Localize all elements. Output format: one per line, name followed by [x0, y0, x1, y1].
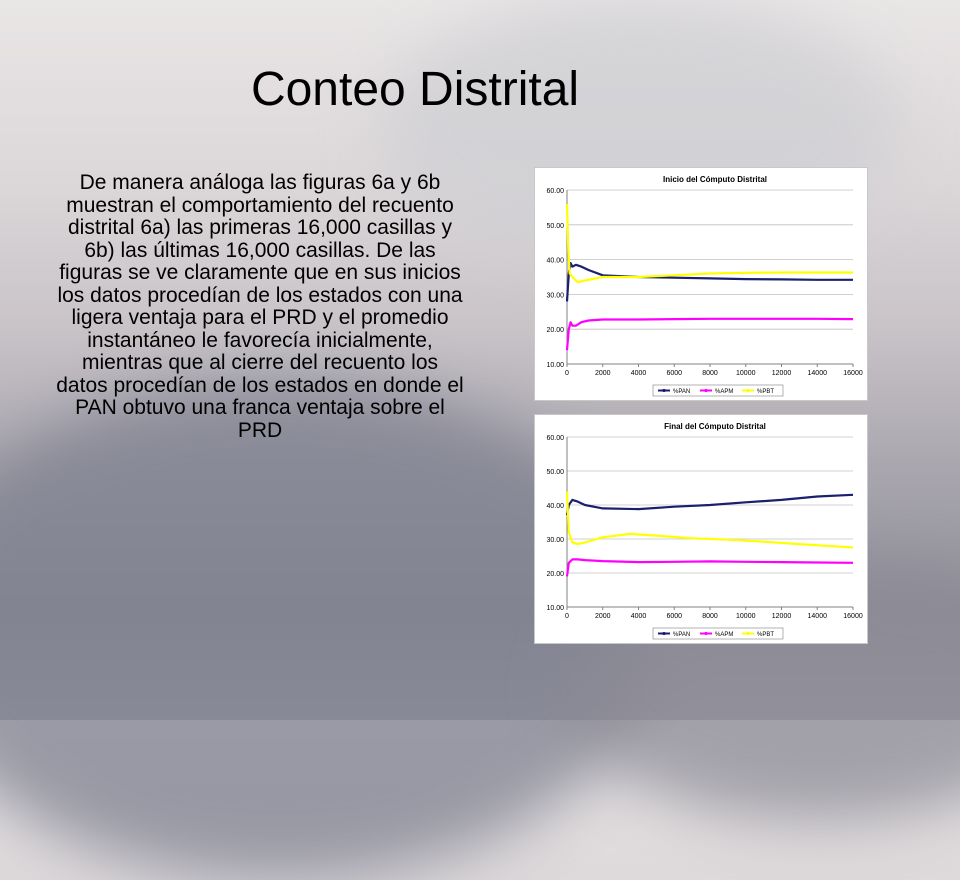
legend-label: %PAN: [673, 389, 691, 395]
legend-marker: [662, 389, 665, 392]
y-tick-label: 10.00: [546, 605, 564, 612]
x-tick-label: 16000: [843, 370, 863, 377]
x-tick-label: 8000: [702, 370, 718, 377]
legend-label: %PBT: [757, 389, 775, 395]
y-tick-label: 50.00: [546, 222, 564, 230]
series-line-apm: [567, 319, 853, 350]
chart-title: Final del Cómputo Distrital: [664, 422, 766, 431]
y-tick-label: 20.00: [546, 327, 564, 335]
y-tick-label: 50.00: [546, 469, 564, 476]
legend-label: %APM: [715, 632, 734, 638]
x-tick-label: 6000: [666, 370, 683, 377]
series-line-pbt: [567, 204, 853, 282]
y-tick-label: 30.00: [546, 292, 564, 300]
y-tick-label: 40.00: [546, 503, 564, 510]
x-tick-label: 16000: [843, 613, 863, 620]
chart-inicio-computo: [534, 167, 868, 401]
legend-label: %PBT: [757, 632, 775, 638]
x-tick-label: 2000: [594, 370, 611, 377]
body-paragraph: De manera análoga las figuras 6a y 6b muestran el comportamiento del recuento distrital 6a) las primeras 16,000 casillas y 6b) las últimas 16,000 casillas. De las figuras se ve claramente que en sus inicios los datos procedían de los estados con una ligera ventaja para el PRD y el promedio instantáneo le favorecía inicialmente, mientras que al cierre del recuento los datos procedían de los estados en donde el PAN obtuvo una franca ventaja sobre el PRD: [56, 171, 464, 442]
chart-title: Inicio del Cómputo Distrital: [662, 175, 768, 184]
x-tick-label: 8000: [702, 613, 718, 620]
x-tick-label: 12000: [771, 370, 792, 377]
y-tick-label: 20.00: [546, 571, 564, 578]
legend-marker: [704, 632, 707, 635]
legend-label: %APM: [715, 389, 734, 395]
x-tick-label: 10000: [736, 613, 756, 620]
x-tick-label: 6000: [666, 613, 683, 620]
x-tick-label: 14000: [807, 613, 827, 620]
legend-marker: [746, 632, 749, 635]
x-tick-label: 12000: [771, 613, 792, 620]
legend-marker: [662, 632, 665, 635]
y-tick-label: 30.00: [546, 537, 564, 544]
legend-marker: [746, 389, 749, 392]
y-tick-label: 10.00: [546, 362, 564, 369]
y-tick-label: 60.00: [546, 188, 564, 195]
x-tick-label: 0: [565, 370, 569, 377]
series-line-pan: [567, 263, 853, 301]
x-tick-label: 2000: [594, 613, 611, 620]
x-tick-label: 14000: [807, 370, 827, 377]
chart-svg: [535, 168, 867, 400]
x-tick-label: 4000: [630, 613, 647, 620]
x-tick-label: 0: [565, 613, 569, 620]
y-tick-label: 40.00: [546, 257, 564, 265]
x-tick-label: 4000: [630, 370, 647, 377]
legend-marker: [704, 389, 707, 392]
page-title: Conteo Distrital: [250, 63, 580, 116]
x-tick-label: 10000: [736, 370, 756, 377]
legend-label: %PAN: [673, 632, 691, 638]
y-tick-label: 60.00: [546, 435, 564, 442]
chart-svg: [535, 415, 867, 643]
series-line-apm: [567, 559, 853, 576]
chart-final-computo: [534, 414, 868, 644]
